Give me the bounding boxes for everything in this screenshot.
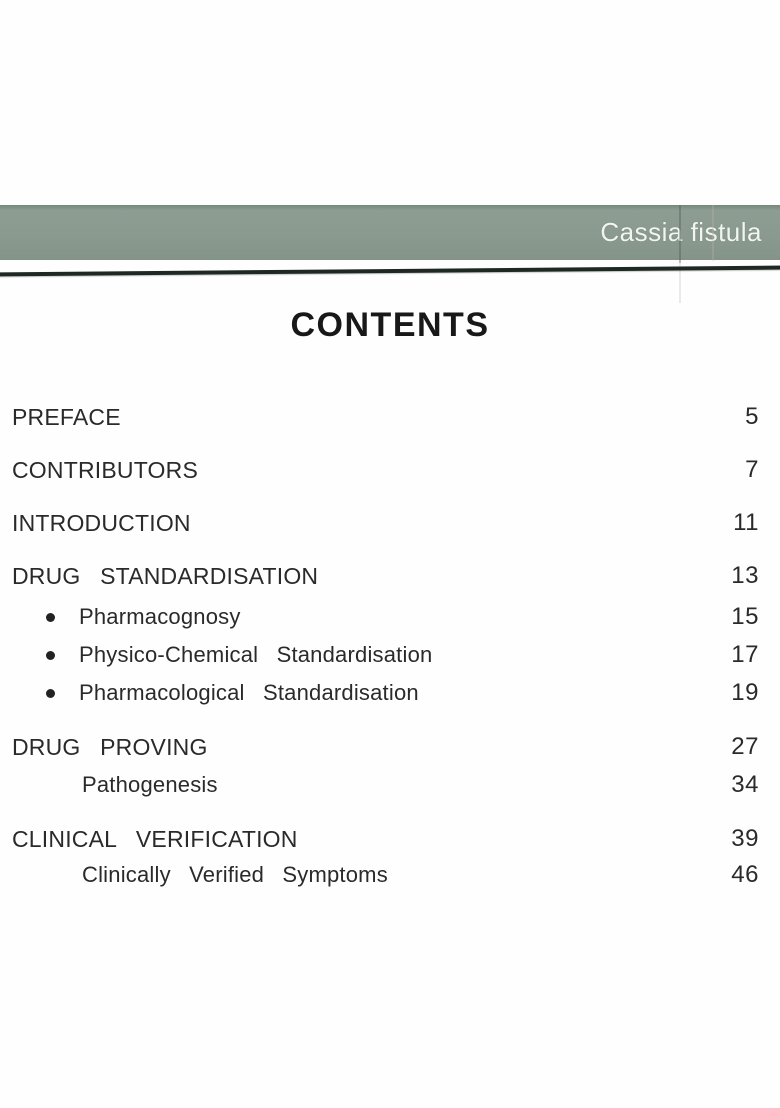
toc-entry-label: INTRODUCTION [12, 509, 191, 536]
toc-entry-label: Clinically Verified Symptoms [82, 862, 388, 887]
toc-entry-page-number: 34 [731, 771, 759, 798]
toc-entry-label: DRUG STANDARDISATION [12, 562, 319, 589]
running-title: Cassia fistula [600, 217, 762, 247]
toc-entry-drug-standardisation [12, 563, 759, 589]
toc-entry-label: Pharmacological Standardisation [79, 680, 419, 705]
toc-entry-label: DRUG PROVING [12, 733, 208, 760]
toc-entry-page-number: 15 [731, 603, 759, 630]
toc-entry-label: PREFACE [12, 403, 121, 430]
page-title: CONTENTS [290, 306, 490, 344]
toc-entry-page-number: 46 [731, 861, 759, 888]
toc-entry-label: Pathogenesis [82, 772, 218, 797]
toc-entry-page-number: 5 [745, 403, 759, 430]
bullet-icon [46, 613, 55, 622]
toc-entry-label: CLINICAL VERIFICATION [12, 825, 298, 852]
toc-entry-clinical-verification [12, 826, 759, 852]
toc-entry-page-number: 13 [731, 562, 759, 589]
toc-entry-pharmacognosy [12, 604, 759, 630]
toc-entry-preface [12, 404, 759, 430]
toc-entry-label: CONTRIBUTORS [12, 456, 198, 483]
toc-entry-pharmacological-standardisation [12, 680, 759, 706]
toc-entry-label: Physico-Chemical Standardisation [79, 642, 433, 667]
bullet-icon [46, 689, 55, 698]
toc-entry-drug-proving [12, 734, 759, 760]
toc-entry-physico-chemical-standardisation [12, 642, 759, 668]
bullet-icon [46, 651, 55, 660]
toc-entry-page-number: 19 [731, 679, 759, 706]
toc-entry-page-number: 39 [731, 825, 759, 852]
toc-entry-introduction [12, 510, 759, 536]
toc-entry-page-number: 7 [745, 456, 759, 483]
toc-entry-page-number: 11 [733, 509, 759, 536]
toc-entry-page-number: 17 [731, 641, 759, 668]
toc-entry-contributors [12, 457, 759, 483]
toc-entry-pathogenesis [12, 772, 759, 798]
toc-entry-clinically-verified-symptoms [12, 862, 759, 888]
toc-entry-label: Pharmacognosy [79, 604, 241, 629]
toc-entry-page-number: 27 [731, 733, 759, 760]
